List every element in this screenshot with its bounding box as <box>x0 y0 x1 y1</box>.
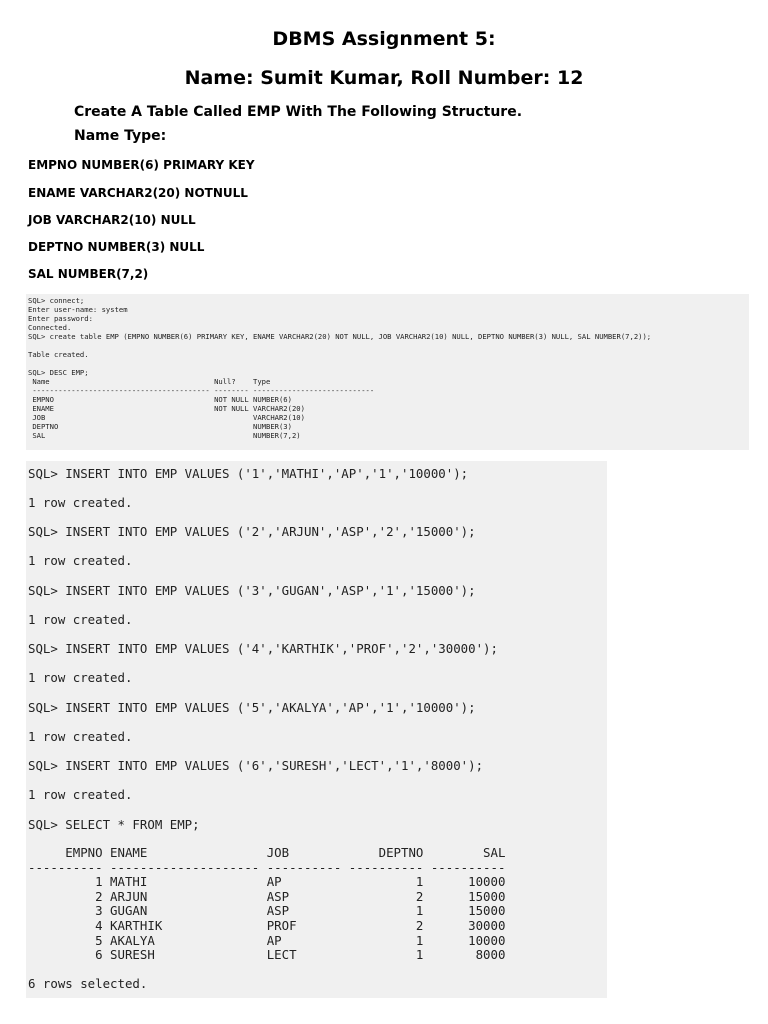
field-empno: EMPNO NUMBER(6) PRIMARY KEY <box>28 158 255 172</box>
author-line: Name: Sumit Kumar, Roll Number: 12 <box>184 67 584 89</box>
insert-result-2: 1 row created. <box>28 553 133 568</box>
insert-statement-6: SQL> INSERT INTO EMP VALUES ('6','SURESH','LECT','1','8000'); <box>28 758 484 773</box>
document-title: DBMS Assignment 5: <box>272 28 496 50</box>
insert-statement-2: SQL> INSERT INTO EMP VALUES ('2','ARJUN','ASP','2','15000'); <box>28 524 476 539</box>
insert-statement-1: SQL> INSERT INTO EMP VALUES ('1','MATHI','AP','1','10000'); <box>28 466 469 481</box>
insert-result-6: 1 row created. <box>28 787 133 802</box>
insert-result-3: 1 row created. <box>28 612 133 627</box>
name-type-heading: Name Type: <box>74 128 167 144</box>
create-table-console-text: SQL> connect; Enter user-name: system Enter password: Connected. SQL> create table EMP (EMPNO NUMBER(6) PRIMARY KEY, ENAME VARCHAR2(20) NOT NULL, JOB VARCHAR2(10) NULL, DEPTNO NUMBER(3) NULL, SAL NUMBER(7,2)); Table created. SQL> DESC EMP; Name Null? Type ----------------------------------------- -------- ---------------------------- EMPNO NOT NULL NUMBER(6) ENAME NOT NULL VARCHAR2(20) JOB VARCHAR2(10) DEPTNO NUMBER(3) SAL NUMBER(7,2) <box>28 296 652 440</box>
field-sal: SAL NUMBER(7,2) <box>28 267 149 281</box>
select-statement: SQL> SELECT * FROM EMP; <box>28 817 200 832</box>
insert-result-5: 1 row created. <box>28 729 133 744</box>
insert-console-screenshot <box>26 461 607 998</box>
insert-result-1: 1 row created. <box>28 495 133 510</box>
insert-result-4: 1 row created. <box>28 670 133 685</box>
field-ename: ENAME VARCHAR2(20) NOTNULL <box>28 186 248 200</box>
insert-statement-3: SQL> INSERT INTO EMP VALUES ('3','GUGAN','ASP','1','15000'); <box>28 583 476 598</box>
create-table-console-screenshot <box>26 294 749 450</box>
task-heading: Create A Table Called EMP With The Following Structure. <box>74 104 523 120</box>
insert-statement-5: SQL> INSERT INTO EMP VALUES ('5','AKALYA','AP','1','10000'); <box>28 700 476 715</box>
field-job: JOB VARCHAR2(10) NULL <box>28 213 196 227</box>
field-deptno: DEPTNO NUMBER(3) NULL <box>28 240 205 254</box>
select-result-table: EMPNO ENAME JOB DEPTNO SAL ---------- -------------------- ---------- ---------- ---------- 1 MATHI AP 1 10000 2 ARJUN ASP 2 15000 3 GUGAN ASP 1 15000 4 KARTHIK PROF 2 30000 5 AKALYA AP 1 10000 6 SURESH LECT 1 8000 6 rows selected. <box>28 845 506 992</box>
insert-statement-4: SQL> INSERT INTO EMP VALUES ('4','KARTHIK','PROF','2','30000'); <box>28 641 498 656</box>
